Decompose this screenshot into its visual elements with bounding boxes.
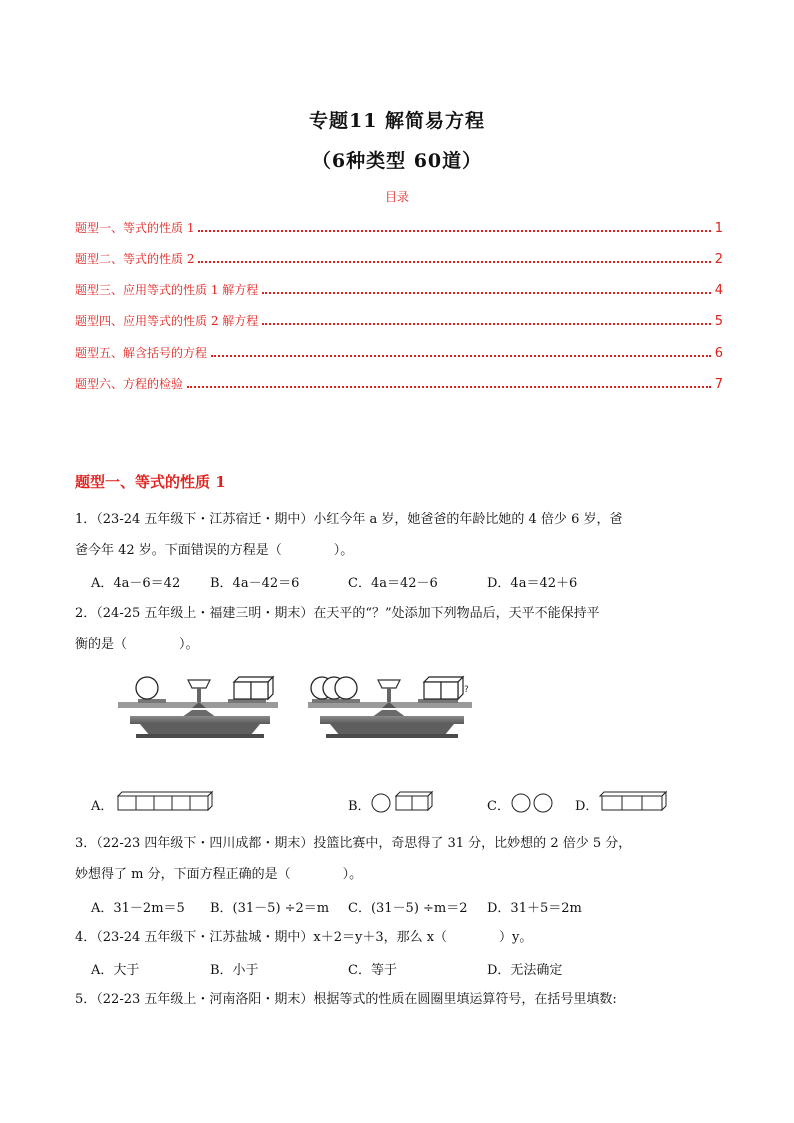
- toc-leader: [211, 355, 711, 357]
- question-1-line2: 爸今年 42 岁。下面错误的方程是（ ）。: [75, 543, 354, 558]
- toc-entry-page: 5: [714, 314, 723, 329]
- question-2-line1: 2．（24-25 五年级上・福建三明・期末）在天平的“？”处添加下列物品后，天平不能保持平: [75, 606, 600, 621]
- q4-option-b: B．小于: [210, 963, 259, 978]
- q4-option-a: A．大于: [91, 963, 140, 978]
- toc-entry-label: 题型四、应用等式的性质 2 解方程: [75, 314, 259, 328]
- toc-heading: 目录: [384, 190, 409, 204]
- toc-leader: [262, 292, 710, 294]
- q2-option-a: A．: [91, 799, 114, 814]
- q3-option-c: C．(31－5) ÷m＝2: [348, 901, 468, 916]
- toc-leader: [187, 386, 711, 388]
- toc-entry-label: 题型二、等式的性质 2: [75, 252, 195, 266]
- q3-option-d: D．31＋5＝2m: [487, 901, 582, 916]
- toc-entry-page: 6: [714, 346, 723, 361]
- toc-entry-page: 7: [714, 377, 723, 392]
- toc-entry-page: 2: [714, 252, 723, 267]
- question-2-line2: 衡的是（ ）。: [75, 637, 199, 652]
- question-3-line2: 妙想得了 m 分，下面方程正确的是（ ）。: [75, 867, 363, 882]
- toc-entry-label: 题型一、等式的性质 1: [75, 221, 195, 235]
- page-subtitle: （6种类型 60道）: [311, 150, 483, 172]
- question-3-line1: 3．（22-23 四年级下・四川成都・期末）投篮比赛中，奇思得了 31 分，比妙想的 2 倍少 5 分，: [75, 836, 632, 851]
- cube-pair-icon: [234, 677, 273, 699]
- ball-icon: [136, 677, 158, 699]
- three-cubes-icon: [598, 790, 670, 814]
- q1-option-c: C．4a＝42－6: [348, 576, 438, 591]
- page-title: 专题11 解简易方程: [308, 110, 486, 132]
- question-mark-label: ?: [464, 685, 469, 695]
- toc-entry-2[interactable]: [75, 247, 723, 267]
- toc-entry-5[interactable]: [75, 341, 723, 361]
- q3-option-b: B．(31－5) ÷2＝m: [210, 901, 330, 916]
- ball-icon: [335, 677, 357, 699]
- toc-leader: [262, 323, 710, 325]
- toc-leader: [198, 261, 710, 263]
- toc-leader: [198, 230, 710, 232]
- balance-scale-left: [118, 677, 278, 738]
- toc-entry-page: 1: [714, 221, 723, 236]
- q4-option-c: C．等于: [348, 963, 397, 978]
- toc-entry-label: 题型三、应用等式的性质 1 解方程: [75, 283, 259, 297]
- q4-option-d: D．无法确定: [487, 963, 563, 978]
- q1-option-a: A．4a－6＝42: [91, 576, 181, 591]
- q1-option-b: B．4a－42＝6: [210, 576, 300, 591]
- q2-option-d: D．: [575, 799, 599, 814]
- toc-entry-page: 4: [714, 283, 723, 298]
- section-heading: 题型一、等式的性质 1: [75, 473, 226, 491]
- q2-option-c: C．: [487, 799, 510, 814]
- toc-entry-3[interactable]: [75, 278, 723, 298]
- toc-entry-label: 题型五、解含括号的方程: [75, 346, 208, 360]
- toc-entry-4[interactable]: [75, 309, 723, 329]
- toc-entry-1[interactable]: [75, 216, 723, 236]
- q2-option-b: B．: [348, 799, 371, 814]
- balance-scales-figure: [110, 670, 480, 750]
- question-4-line1: 4．（23-24 五年级下・江苏盐城・期中）x＋2＝y＋3，那么 x（ ）y。: [75, 930, 533, 945]
- five-cubes-icon: [116, 790, 214, 814]
- balance-scale-right: [308, 677, 472, 738]
- question-1-line1: 1．（23-24 五年级下・江苏宿迁・期中）小红今年 a 岁，她爸爸的年龄比她的 4 倍少 6 岁，爸: [75, 512, 623, 527]
- question-5-line1: 5．（22-23 五年级上・河南洛阳・期末）根据等式的性质在圆圈里填运算符号，在括号里填数:: [75, 992, 617, 1007]
- two-balls-icon: [510, 790, 556, 814]
- toc-entry-6[interactable]: [75, 372, 723, 392]
- q1-option-d: D．4a＝42＋6: [487, 576, 578, 591]
- q3-option-a: A．31－2m＝5: [91, 901, 185, 916]
- toc-entry-label: 题型六、方程的检验: [75, 377, 184, 391]
- cube-pair-icon: [424, 677, 463, 699]
- ball-and-two-cubes-icon: [370, 790, 436, 814]
